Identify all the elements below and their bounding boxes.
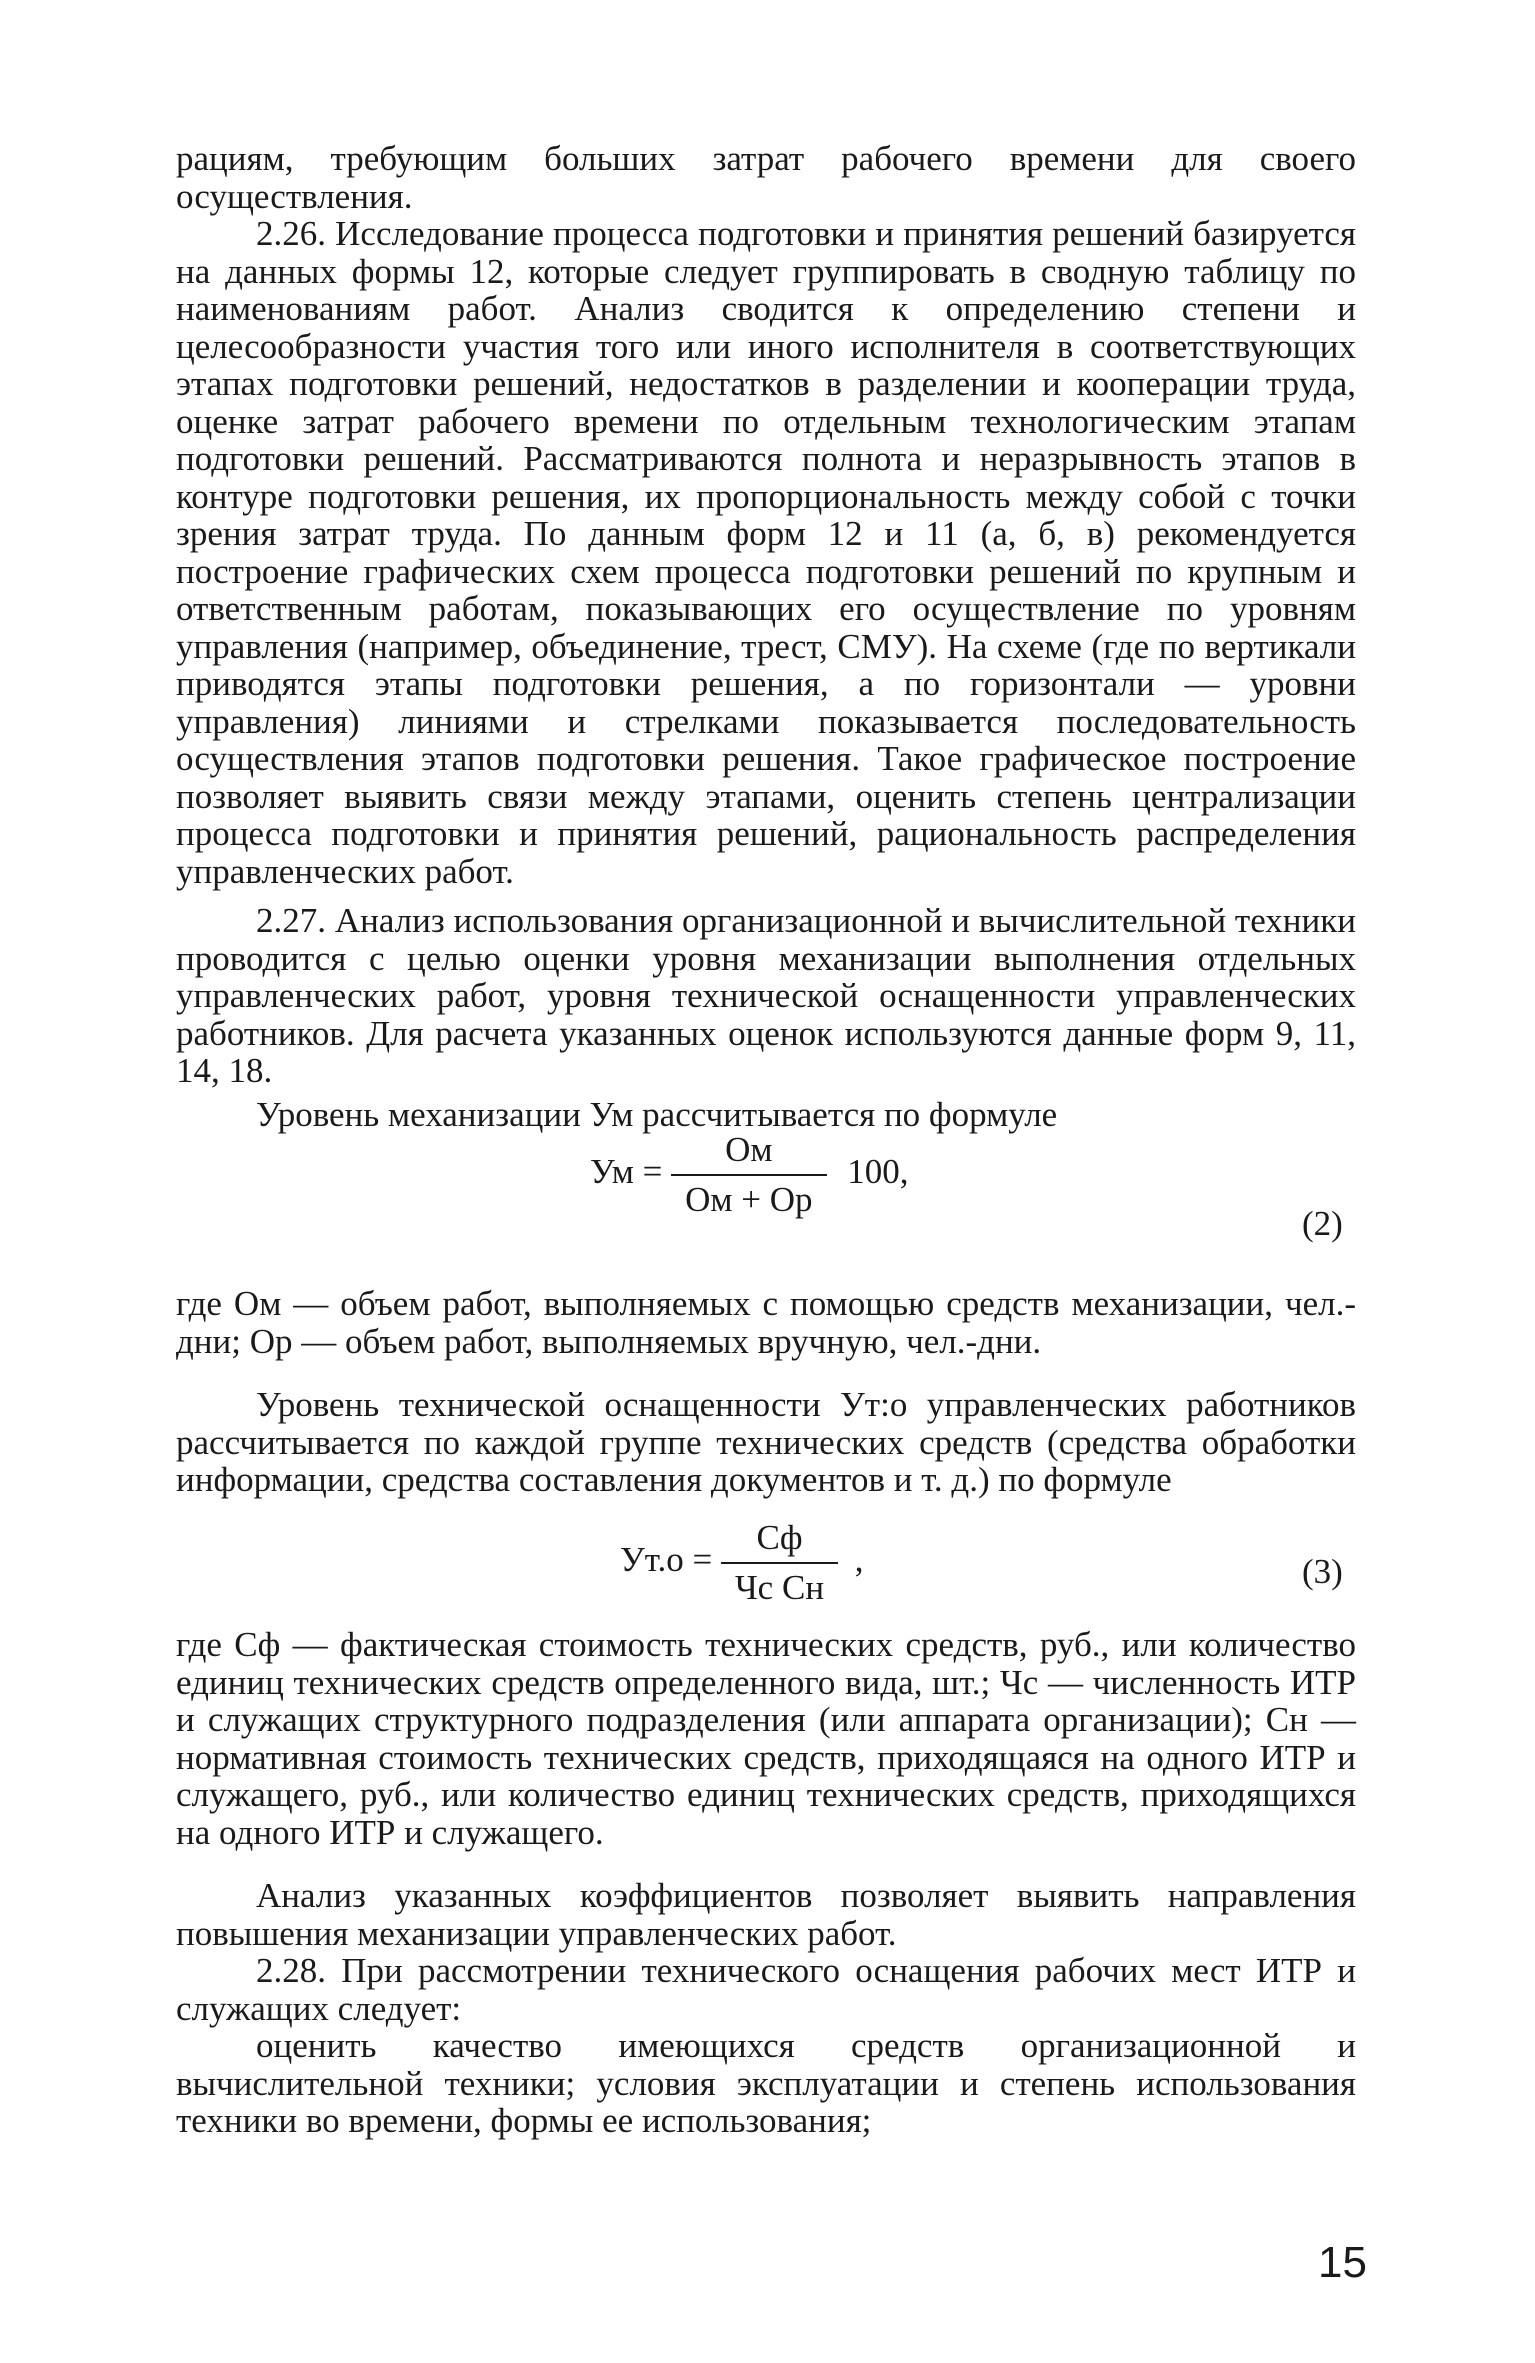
formula-2-factor: 100, bbox=[847, 1152, 909, 1192]
paragraph-2-28: 2.28. При рассмотрении технического оснащения рабочих мест ИТР и служащих следует: bbox=[176, 1951, 1356, 2028]
paragraph-continuation: рациям, требующим больших затрат рабочего времени для своего осуществления. bbox=[176, 139, 1356, 216]
formula-2-numerator: Ом bbox=[671, 1130, 826, 1176]
paragraph-level-mechanization: Уровень механизации Ум рассчитывается по формуле bbox=[256, 1094, 1058, 1134]
text-block-bottom bbox=[176, 1626, 1356, 2140]
formula-2 bbox=[590, 1130, 909, 1220]
formula-3-number: (3) bbox=[1302, 1552, 1343, 1591]
text-block-top bbox=[176, 140, 1356, 1133]
paragraph-where-1: где Ом — объем работ, выполняемых с помощью средств механизации, чел.-дни; Ор — объем работ, выполняемых вручную, чел.-дни. bbox=[176, 1284, 1356, 1361]
paragraph-assess: оценить качество имеющихся средств организационной и вычислительной техники; условия эксплуатации и степень использования техники во времени, формы ее использования; bbox=[176, 2026, 1356, 2140]
paragraph-2-26: 2.26. Исследование процесса подготовки и принятия решений базируется на данных формы 12, которые следует группировать в сводную таблицу по наименованиям работ. Анализ сводится к определению степени и целесообразности участия того или иного исполнителя в соответствующих этапах подготовки решений, недостатков в разделении и кооперации труда, оценке затрат рабочего времени по отдельным технологическим этапам подготовки решений. Рассматриваются полнота и неразрывность этапов в контуре подготовки решения, их пропорциональность между собой с точки зрения затрат труда. По данным форм 12 и 11 (а, б, в) рекомендуется построение графических схем процесса подготовки решений по крупным и ответственным работам, показывающих его осуществление по уровням управления (например, объединение, трест, СМУ). На схеме (где по вертикали приводятся этапы подготовки решения, а по горизонтали — уровни управления) линиями и стрелками показывается последовательность осуществления этапов подготовки решения. Такое графическое построение позволяет выявить связи между этапами, оценить степень централизации процесса подготовки и принятия решений, рациональность распределения управленческих работ. bbox=[176, 214, 1356, 891]
paragraph-level-technical: Уровень технической оснащенности Ут:о управленческих работников рассчитывается по каждой группе технических средств (средства обработки информации, средства составления документов и т. д.) по формуле bbox=[176, 1385, 1356, 1499]
paragraph-2-27: 2.27. Анализ использования организационной и вычислительной техники проводится с целью оценки уровня механизации выполнения отдельных управленческих работ, уровня технической оснащенности управленческих работников. Для расчета указанных оценок используются данные форм 9, 11, 14, 18. bbox=[176, 901, 1356, 1090]
formula-3-numerator: Сф bbox=[721, 1518, 838, 1564]
formula-3-lhs: Ут.о = bbox=[620, 1540, 713, 1580]
paragraph-where-2: где Сф — фактическая стоимость технических средств, руб., или количество единиц технических средств определенного вида, шт.; Чс — численность ИТР и служащих структурного подразделения (или аппарата организации); Сн — нормативная стоимость технических средств, приходящаяся на одного ИТР и служащего, руб., или количество единиц технических средств, приходящихся на одного ИТР и служащего. bbox=[176, 1625, 1356, 1852]
formula-2-lhs: Ум = bbox=[590, 1152, 663, 1192]
formula-3-denominator: Чс Сн bbox=[734, 1568, 825, 1607]
formula-2-denominator: Ом + Ор bbox=[685, 1180, 813, 1219]
formula-2-number: (2) bbox=[1302, 1204, 1343, 1243]
paragraph-analysis: Анализ указанных коэффициентов позволяет выявить направления повышения механизации управленческих работ. bbox=[176, 1876, 1356, 1953]
formula-3-fraction bbox=[721, 1518, 838, 1608]
text-block-middle bbox=[176, 1285, 1356, 1499]
formula-3-factor: , bbox=[854, 1540, 864, 1580]
formula-3 bbox=[620, 1518, 864, 1608]
page-number: 15 bbox=[1318, 2238, 1367, 2287]
formula-2-fraction bbox=[671, 1130, 826, 1220]
